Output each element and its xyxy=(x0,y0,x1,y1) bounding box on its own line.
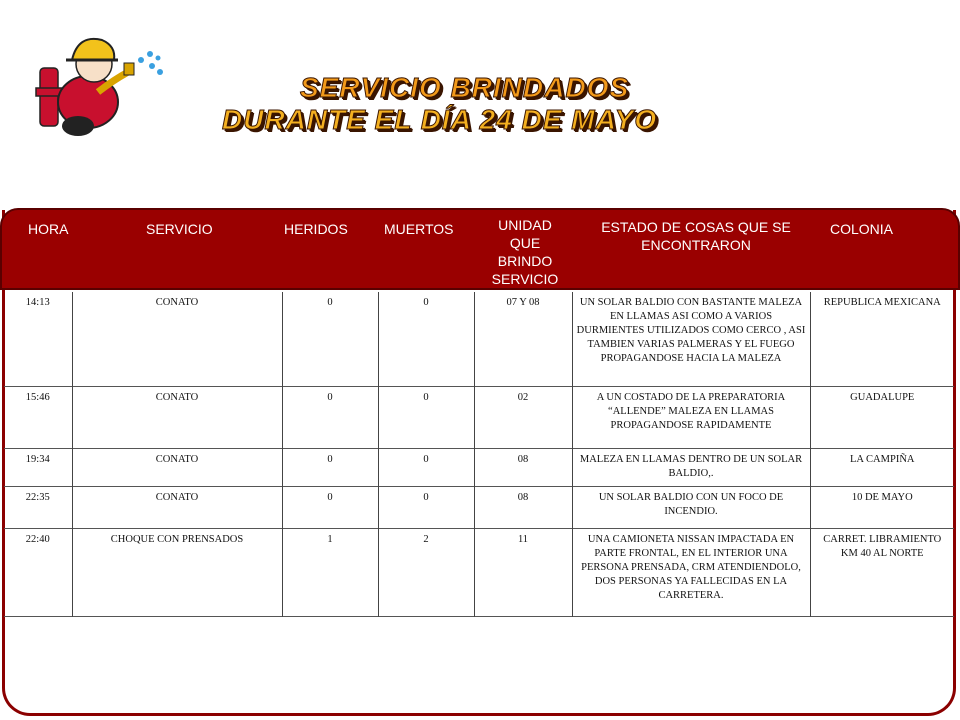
header-unidad-line4: SERVICIO xyxy=(491,271,559,287)
cell-servicio: CONATO xyxy=(72,292,282,386)
cell-muertos: 2 xyxy=(378,528,474,616)
table-row xyxy=(4,386,954,448)
cell-servicio: CONATO xyxy=(72,448,282,486)
header-servicio: SERVICIO xyxy=(146,221,213,237)
cell-heridos: 0 xyxy=(282,292,378,386)
cell-estado: UN SOLAR BALDIO CON BASTANTE MALEZA EN LLAMAS ASI COMO A VARIOS DURMIENTES UTILIZADOS COMO CERCO , ASI TAMBIEN VARIAS PALMERAS Y EL FUEGO PROPAGANDOSE HACIA LA MALEZA xyxy=(572,292,810,386)
cell-unidad: 11 xyxy=(474,528,572,616)
cell-muertos: 0 xyxy=(378,292,474,386)
cell-muertos: 0 xyxy=(378,486,474,528)
header-hora: HORA xyxy=(28,221,69,237)
cell-colonia: LA CAMPIÑA xyxy=(850,453,915,465)
cell-estado: A UN COSTADO DE LA PREPARATORIA “ALLENDE” MALEZA EN LLAMAS PROPAGANDOSE RAPIDAMENTE xyxy=(572,386,810,448)
cell-estado: MALEZA EN LLAMAS DENTRO DE UN SOLAR BALDIO,. xyxy=(572,448,810,486)
cell-hora: 22:35 xyxy=(4,486,72,528)
cell-servicio: CONATO xyxy=(72,386,282,448)
header-muertos: MUERTOS xyxy=(384,221,454,237)
header-estado: ESTADO DE COSAS QUE SE ENCONTRARON xyxy=(601,219,791,253)
cell-unidad: 07 Y 08 xyxy=(474,292,572,386)
cell-colonia: GUADALUPE xyxy=(850,391,915,403)
header-unidad-line3: BRINDO xyxy=(497,253,553,269)
cell-muertos: 0 xyxy=(378,386,474,448)
services-table xyxy=(4,292,954,617)
cell-unidad: 08 xyxy=(474,448,572,486)
cell-muertos: 0 xyxy=(378,448,474,486)
cell-servicio: CHOQUE CON PRENSADOS xyxy=(72,528,282,616)
cell-hora: 14:13 xyxy=(4,292,72,386)
cell-hora: 15:46 xyxy=(4,386,72,448)
header-colonia: COLONIA xyxy=(830,221,894,237)
header-unidad-line2: QUE xyxy=(509,235,541,251)
table-row xyxy=(4,528,954,616)
cell-hora: 22:40 xyxy=(4,528,72,616)
cell-estado: UN SOLAR BALDIO CON UN FOCO DE INCENDIO. xyxy=(572,486,810,528)
cell-colonia: CARRET. LIBRAMIENTO KM 40 AL NORTE xyxy=(823,533,942,559)
page-title-line1: SERVICIO BRINDADOS xyxy=(300,72,630,103)
header-unidad xyxy=(480,216,570,288)
header-unidad-line1: UNIDAD xyxy=(498,217,552,233)
cell-servicio: CONATO xyxy=(72,486,282,528)
cell-heridos: 0 xyxy=(282,386,378,448)
cell-hora: 19:34 xyxy=(4,448,72,486)
cell-heridos: 0 xyxy=(282,486,378,528)
firefighter-mascot-icon xyxy=(28,30,168,145)
table-header xyxy=(0,208,960,290)
cell-unidad: 08 xyxy=(474,486,572,528)
table-row xyxy=(4,448,954,486)
cell-colonia: 10 DE MAYO xyxy=(851,491,913,503)
table-row xyxy=(4,486,954,528)
cell-colonia: REPUBLICA MEXICANA xyxy=(823,297,941,308)
cell-unidad: 02 xyxy=(474,386,572,448)
cell-heridos: 1 xyxy=(282,528,378,616)
table-row xyxy=(4,292,954,386)
page-title-line2: DURANTE EL DÍA 24 DE MAYO xyxy=(222,104,658,135)
cell-heridos: 0 xyxy=(282,448,378,486)
cell-estado: UNA CAMIONETA NISSAN IMPACTADA EN PARTE FRONTAL, EN EL INTERIOR UNA PERSONA PRENSADA, CRM ATENDIENDOLO, DOS PERSONAS YA FALLECIDAS EN LA CARRETERA. xyxy=(572,528,810,616)
header-heridos: HERIDOS xyxy=(284,221,348,237)
